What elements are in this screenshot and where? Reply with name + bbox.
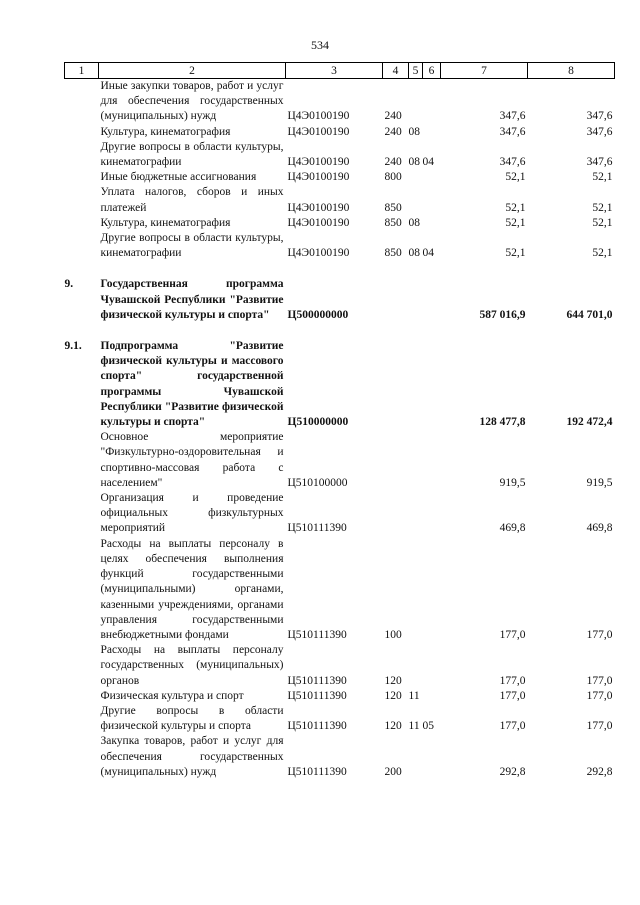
row-number <box>65 216 99 231</box>
row-expense-type: 240 <box>384 110 402 123</box>
row-number <box>65 537 99 643</box>
row-amount-year-2: 292,8 <box>586 765 613 778</box>
row-section <box>409 643 423 689</box>
row-code: Ц4Э0100190 <box>287 110 350 123</box>
row-amount-year-2: 177,0 <box>586 628 613 641</box>
row-section: 08 <box>408 247 420 260</box>
row-amount-year-2: 52,1 <box>592 216 613 229</box>
row-number <box>65 79 99 125</box>
row-amount-year-1: 292,8 <box>499 765 526 778</box>
row-expense-type: 800 <box>384 171 402 184</box>
row-expense-type: 200 <box>384 765 402 778</box>
row-number: 9. <box>64 278 74 291</box>
row-subsection: 05 <box>422 720 434 733</box>
row-amount-year-2: 347,6 <box>586 156 613 169</box>
row-expense-type: 120 <box>384 689 402 702</box>
table-row <box>65 185 615 215</box>
row-number <box>65 689 99 704</box>
table-row <box>65 430 615 491</box>
row-name: Расходы на выплаты персоналу в целях обеспечения выполнения функций государственными (муниципальными) органами, казенными учреждениями, органами управления государственными внебюджетными фондами <box>100 537 284 641</box>
column-header: 2 <box>99 63 286 79</box>
table-row <box>65 125 615 140</box>
row-number <box>65 643 99 689</box>
row-amount-year-2: 192 472,4 <box>566 416 613 429</box>
row-subsection <box>423 643 441 689</box>
row-subsection <box>423 430 441 491</box>
spacer-cell <box>65 261 615 277</box>
row-code: Ц510111390 <box>287 628 347 641</box>
table-row <box>65 537 615 643</box>
table-row <box>65 734 615 780</box>
row-name: Иные закупки товаров, работ и услуг для обеспечения государственных (муниципальных) нужд <box>100 80 284 123</box>
row-name: Физическая культура и спорт <box>100 689 244 702</box>
row-number <box>65 231 99 261</box>
row-section: 08 <box>408 156 420 169</box>
table-row <box>65 704 615 734</box>
row-section <box>409 537 423 643</box>
row-code: Ц4Э0100190 <box>287 156 350 169</box>
row-amount-year-2: 347,6 <box>586 125 613 138</box>
row-name: Организация и проведение официальных физкультурных мероприятий <box>100 492 284 535</box>
row-code: Ц510111390 <box>287 720 347 733</box>
row-section: 08 <box>408 216 420 229</box>
table-row <box>65 79 615 125</box>
column-header: 5 <box>409 63 423 79</box>
row-number <box>65 140 99 170</box>
row-code: Ц4Э0100190 <box>287 201 350 214</box>
row-name: Основное мероприятие "Физкультурно-оздоровительная и спортивно-массовая работа с населением" <box>100 431 284 489</box>
row-number <box>65 430 99 491</box>
row-expense-type: 120 <box>384 720 402 733</box>
row-section: 11 <box>408 689 420 702</box>
row-expense-type: 850 <box>384 216 402 229</box>
row-name: Культура, кинематография <box>100 216 231 229</box>
table-row <box>65 277 615 323</box>
row-subsection: 04 <box>422 156 434 169</box>
row-number: 9.1. <box>64 340 82 353</box>
row-amount-year-1: 128 477,8 <box>479 416 526 429</box>
row-name: Культура, кинематография <box>100 125 231 138</box>
row-section <box>409 79 423 125</box>
row-amount-year-1: 52,1 <box>505 247 526 260</box>
row-expense-type: 120 <box>384 674 402 687</box>
row-amount-year-1: 177,0 <box>499 674 526 687</box>
row-amount-year-2: 919,5 <box>586 476 613 489</box>
row-amount-year-1: 587 016,9 <box>479 308 526 321</box>
row-amount-year-2: 52,1 <box>592 247 613 260</box>
row-expense-type: 100 <box>384 628 402 641</box>
table-body <box>65 79 615 780</box>
table-row <box>65 170 615 185</box>
row-number <box>65 704 99 734</box>
table-row <box>65 689 615 704</box>
row-code: Ц4Э0100190 <box>287 171 350 184</box>
row-number <box>65 491 99 537</box>
row-code: Ц510111390 <box>287 522 347 535</box>
row-section <box>409 277 423 323</box>
row-subsection <box>423 689 441 704</box>
table-row <box>65 643 615 689</box>
row-section <box>409 185 423 215</box>
row-section <box>409 491 423 537</box>
row-section <box>409 734 423 780</box>
row-subsection: 04 <box>422 247 434 260</box>
row-code: Ц510111390 <box>287 689 347 702</box>
column-header: 3 <box>286 63 383 79</box>
column-header: 6 <box>423 63 441 79</box>
spacer-row <box>65 323 615 339</box>
table-header-row <box>65 63 615 79</box>
row-subsection <box>423 170 441 185</box>
row-code: Ц510111390 <box>287 674 347 687</box>
row-subsection <box>423 537 441 643</box>
budget-table <box>64 62 615 780</box>
column-header: 7 <box>441 63 528 79</box>
table-row <box>65 140 615 170</box>
table-row <box>65 491 615 537</box>
table-row <box>65 231 615 261</box>
row-name: Другие вопросы в области физической культуры и спорта <box>100 704 284 733</box>
row-name: Уплата налогов, сборов и иных платежей <box>100 186 284 214</box>
row-amount-year-1: 347,6 <box>499 156 526 169</box>
row-amount-year-1: 177,0 <box>499 689 526 702</box>
row-section <box>409 339 423 430</box>
row-expense-type: 850 <box>384 247 402 260</box>
row-section: 11 <box>408 720 420 733</box>
column-header: 4 <box>383 63 409 79</box>
row-expense-type: 240 <box>384 125 402 138</box>
row-amount-year-1: 52,1 <box>505 171 526 184</box>
row-expense-type <box>383 491 409 537</box>
row-code: Ц500000000 <box>287 308 349 321</box>
row-name: Другие вопросы в области культуры, кинематографии <box>100 140 284 169</box>
row-subsection <box>423 277 441 323</box>
row-subsection <box>423 125 441 140</box>
row-name: Закупка товаров, работ и услуг для обеспечения государственных (муниципальных) нужд <box>100 735 284 778</box>
row-amount-year-1: 177,0 <box>499 628 526 641</box>
row-amount-year-2: 177,0 <box>586 720 613 733</box>
row-expense-type <box>383 339 409 430</box>
row-number <box>65 185 99 215</box>
row-amount-year-1: 347,6 <box>499 110 526 123</box>
row-number <box>65 170 99 185</box>
row-amount-year-2: 177,0 <box>586 674 613 687</box>
row-code: Ц4Э0100190 <box>287 216 350 229</box>
row-subsection <box>423 185 441 215</box>
row-amount-year-2: 469,8 <box>586 522 613 535</box>
column-header: 1 <box>65 63 99 79</box>
table-row <box>65 216 615 231</box>
row-number <box>65 125 99 140</box>
row-amount-year-1: 52,1 <box>505 201 526 214</box>
row-code: Ц510000000 <box>287 416 349 429</box>
row-amount-year-1: 469,8 <box>499 522 526 535</box>
row-amount-year-1: 177,0 <box>499 720 526 733</box>
row-name: Другие вопросы в области культуры, кинематографии <box>100 232 284 260</box>
row-subsection <box>423 216 441 231</box>
row-code: Ц510111390 <box>287 765 347 778</box>
row-code: Ц510100000 <box>287 476 348 489</box>
row-amount-year-1: 52,1 <box>505 216 526 229</box>
row-name: Подпрограмма "Развитие физической культуры и массового спорта" государственной программы Чувашской Республики "Развитие физической культуры и спорта" <box>100 340 284 429</box>
row-section: 08 <box>408 125 420 138</box>
row-number <box>65 734 99 780</box>
row-expense-type: 240 <box>384 156 402 169</box>
row-name: Иные бюджетные ассигнования <box>100 171 257 184</box>
row-amount-year-1: 919,5 <box>499 476 526 489</box>
row-subsection <box>423 734 441 780</box>
page-number: 534 <box>311 38 329 52</box>
row-amount-year-1: 347,6 <box>499 125 526 138</box>
row-expense-type: 850 <box>384 201 402 214</box>
row-name: Расходы на выплаты персоналу государственных (муниципальных) органов <box>100 644 284 687</box>
row-subsection <box>423 491 441 537</box>
table-row <box>65 339 615 430</box>
row-amount-year-2: 644 701,0 <box>566 308 613 321</box>
row-amount-year-2: 347,6 <box>586 110 613 123</box>
row-amount-year-2: 177,0 <box>586 689 613 702</box>
column-header: 8 <box>528 63 615 79</box>
row-subsection <box>423 339 441 430</box>
row-code: Ц4Э0100190 <box>287 247 350 260</box>
spacer-row <box>65 261 615 277</box>
row-subsection <box>423 79 441 125</box>
row-amount-year-2: 52,1 <box>592 201 613 214</box>
row-name: Государственная программа Чувашской Республики "Развитие физической культуры и спорта" <box>100 278 284 321</box>
spacer-cell <box>65 323 615 339</box>
row-expense-type <box>383 277 409 323</box>
row-amount-year-2: 52,1 <box>592 171 613 184</box>
row-expense-type <box>383 430 409 491</box>
row-section <box>409 430 423 491</box>
row-section <box>409 170 423 185</box>
row-code: Ц4Э0100190 <box>287 125 350 138</box>
